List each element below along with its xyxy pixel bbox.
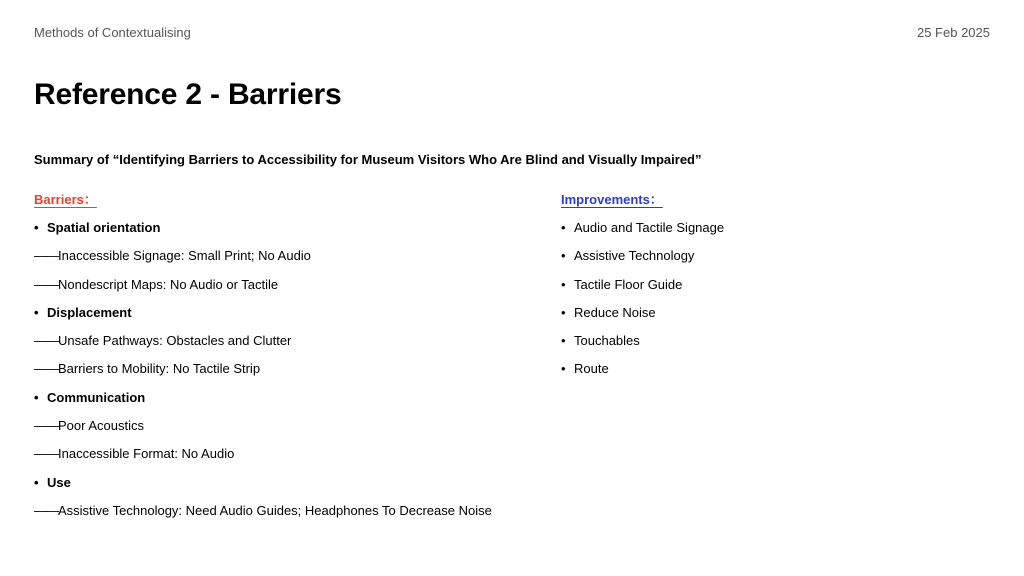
barrier-detail-label: Inaccessible Format: No Audio [58, 446, 235, 462]
barrier-detail-label: Nondescript Maps: No Audio or Tactile [58, 276, 279, 292]
presentation-date: 25 Feb 2025 [916, 25, 990, 40]
barrier-detail-label: Barriers to Mobility: No Tactile Strip [58, 361, 261, 377]
improvement-label: Route [574, 361, 609, 377]
dash-prefix: —— [34, 418, 58, 434]
dash-prefix: —— [34, 333, 58, 349]
barrier-detail [34, 331, 492, 359]
improvement-label: Audio and Tactile Signage [574, 220, 725, 235]
barriers-heading: Barriers： [34, 192, 97, 207]
bullet-dot: • [561, 361, 566, 377]
bullet-dot: • [561, 304, 566, 320]
improvement-label: Reduce Noise [574, 304, 656, 320]
barrier-detail [34, 275, 492, 303]
barrier-detail-label: Assistive Technology: Need Audio Guides; Headphones To Decrease Noise [58, 502, 492, 518]
slide-subtitle: Summary of “Identifying Barriers to Accessibility for Museum Visitors Who Are Blind and Visually Impaired” [34, 152, 702, 167]
bullet-dot: • [561, 248, 566, 264]
barrier-category [34, 473, 492, 501]
improvement-item [561, 246, 724, 274]
barrier-category-label: Communication [47, 389, 146, 405]
barrier-detail [34, 501, 492, 529]
barriers-column [34, 190, 492, 529]
barrier-category [34, 303, 492, 331]
improvement-label: Assistive Technology [574, 248, 695, 264]
barrier-detail [34, 444, 492, 472]
dash-prefix: —— [34, 446, 58, 462]
improvements-column [561, 190, 724, 388]
improvement-item [561, 359, 724, 387]
slide-title: Reference 2 - Barriers [34, 78, 342, 111]
bullet-dot: • [561, 220, 566, 235]
bullet-dot: • [34, 220, 39, 235]
improvements-heading: Improvements： [561, 192, 663, 207]
barrier-category [34, 388, 492, 416]
bullet-dot: • [34, 474, 39, 490]
improvement-label: Tactile Floor Guide [574, 276, 683, 292]
barrier-category [34, 218, 492, 246]
dash-prefix: —— [34, 502, 58, 518]
barrier-detail [34, 246, 492, 274]
improvement-item [561, 331, 724, 359]
dash-prefix: —— [34, 276, 58, 292]
improvement-item [561, 303, 724, 331]
barrier-detail-label: Inaccessible Signage: Small Print; No Audio [58, 248, 311, 264]
bullet-dot: • [561, 276, 566, 292]
barrier-detail-label: Unsafe Pathways: Obstacles and Clutter [58, 333, 292, 349]
bullet-dot: • [34, 304, 39, 320]
dash-prefix: —— [34, 248, 58, 264]
improvement-item [561, 275, 724, 303]
barrier-detail [34, 416, 492, 444]
barrier-category-label: Spatial orientation [47, 220, 161, 235]
bullet-dot: • [561, 333, 566, 349]
bullet-dot: • [34, 389, 39, 405]
barrier-detail-label: Poor Acoustics [58, 418, 144, 434]
barrier-category-label: Displacement [47, 304, 132, 320]
improvement-item [561, 218, 724, 246]
presentation-name: Methods of Contextualising [34, 25, 191, 40]
improvement-label: Touchables [574, 333, 640, 349]
barrier-detail [34, 359, 492, 387]
barrier-category-label: Use [47, 474, 71, 490]
dash-prefix: —— [34, 361, 58, 377]
